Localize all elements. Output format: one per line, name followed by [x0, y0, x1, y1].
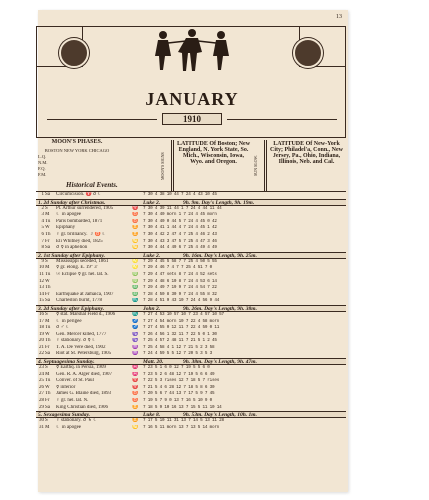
day-of-month: 24 — [39, 371, 44, 377]
day-of-week: Tu — [45, 378, 51, 384]
historical-event: Eli Whitney died, 1825 — [56, 238, 103, 244]
historical-event: ☿ stat. Marshal Field d., 1906 — [56, 311, 116, 317]
info-header — [36, 140, 346, 192]
day-of-month: 31 — [39, 424, 44, 430]
historical-event: Gen. R. A. Alger died, 1907 — [56, 371, 112, 377]
historical-event: Pt. Arthur surrendered, 1905 — [56, 205, 114, 211]
year-badge: 1910 — [162, 113, 222, 125]
moon-sign: ♊ — [132, 418, 139, 424]
sunday-name: 3. 2d Sunday after Epiphany. — [38, 305, 105, 311]
day-of-week: Sa — [45, 298, 50, 304]
sun-moon-times: 7 24 4 59 5 5 12 7 20 5 3 5 3 — [143, 351, 212, 357]
day-of-month: 23 — [39, 365, 44, 371]
sun-moon-times: 7 29 4 47 sets 8 7 24 4 52 sets — [143, 271, 217, 277]
moon-sign: ♋ — [132, 245, 139, 251]
day-row — [36, 345, 346, 352]
moon-sign: ♉ — [132, 218, 139, 224]
moon-sign: ♊ — [132, 231, 139, 237]
day-of-week: Tu — [45, 218, 51, 224]
day-of-month: 15 — [39, 298, 44, 304]
header-frame — [36, 26, 346, 138]
day-row — [36, 405, 346, 412]
latitude-boston-text: LATITUDE Of Boston; New England, N. York State, So. Mich., Wisconsin, Iowa, Wyo. and Oregon. — [176, 141, 251, 165]
sun-moon-times: 7 22 5 3 rises 12 7 18 5 7 rises — [143, 378, 220, 384]
day-of-week: Sa — [45, 245, 50, 251]
day-of-week: W — [45, 384, 50, 390]
sun-moon-times: 7 29 4 49 7 19 9 7 24 4 54 7 22 — [143, 285, 217, 291]
historical-event: ☿ inferior — [56, 384, 76, 390]
moon-sign: ♒ — [132, 344, 139, 350]
sunday-row — [36, 305, 346, 312]
moon-sign: ♈ — [132, 384, 139, 390]
sun-moon-times: 7 16 5 11 morn 13 7 13 5 14 morn — [143, 424, 220, 430]
historical-event: ☿ Earthq. in Persia, 1909 — [56, 365, 107, 371]
moon-sign: ♉ — [132, 398, 139, 404]
day-of-month: 28 — [39, 398, 44, 404]
day-row — [36, 372, 346, 379]
sun-moon-times: 7 30 4 43 3 47 5 7 25 4 47 3 46 — [143, 238, 217, 244]
day-of-week: Sa — [45, 351, 50, 357]
moon-signs-label: MOON'S SIGNS — [160, 140, 172, 192]
day-of-week: W — [45, 225, 50, 231]
latitude-boston — [173, 140, 253, 192]
gospel-ref: Matt. 20. — [143, 359, 164, 366]
day-row — [36, 272, 346, 279]
sun-moon-times: 7 28 4 51 9 43 10 7 24 4 56 9 44 — [143, 298, 220, 304]
day-row — [36, 192, 346, 199]
sun-moon-times: 7 25 4 58 4 1 12 7 21 5 2 3 58 — [143, 344, 215, 350]
day-of-week: W — [45, 331, 50, 337]
sun-moon-times: 7 18 5 9 10 16 13 7 15 5 11 10 14 — [143, 404, 222, 410]
day-of-week: Th — [45, 391, 51, 397]
sun-moon-times: 7 23 5 1 6 0 12 7 19 5 5 6 0 — [143, 365, 210, 371]
day-of-week: Th — [45, 285, 51, 291]
day-row — [36, 259, 346, 266]
day-row — [36, 285, 346, 292]
moon-sign: ♏ — [132, 298, 139, 304]
moon-sign: ♐ — [132, 318, 139, 324]
gospel-ref: Luke 2. — [143, 199, 161, 206]
sunday-row — [36, 358, 346, 365]
day-of-week: Fr — [45, 238, 50, 244]
sun-moon-times: 7 29 4 48 6 10 8 7 24 4 53 6 14 — [143, 278, 217, 284]
day-row — [36, 391, 346, 398]
month-title: JANUARY — [145, 89, 239, 109]
sunday-name: 5. Sexagesima Sunday. — [38, 412, 91, 418]
moon-sign: ♌ — [132, 265, 139, 271]
moon-sign: ♋ — [132, 238, 139, 244]
historical-event: James G. Blaine died, 1893 — [56, 391, 111, 397]
day-of-month: 11 — [39, 271, 44, 277]
historical-event: ☾ in apogee — [56, 212, 82, 218]
day-length: 9h. 53m. Day's Length, 10h. 1m. — [183, 412, 257, 419]
moon-sign: ♊ — [132, 225, 139, 231]
day-of-month: 7 — [41, 238, 44, 244]
day-of-week: S — [45, 311, 48, 317]
day-row — [36, 325, 346, 332]
sunday-name: 4. Septuagesima Sunday. — [38, 359, 95, 365]
sun-moon-times: 7 29 4 46 7 4 7 7 25 4 51 7 0 — [143, 265, 212, 271]
day-row — [36, 219, 346, 226]
moon-sign: ♍ — [132, 271, 139, 277]
sun-moon-times: 7 27 4 55 0 12 11 7 22 4 59 0 11 — [143, 325, 220, 331]
moon-sign: ♑ — [132, 338, 139, 344]
historical-event: Gen. Mercer killed, 1777 — [56, 331, 107, 337]
historical-event: ☾ in perigee — [56, 318, 82, 324]
day-of-week: S — [45, 418, 48, 424]
phase-lq: L.Q. — [38, 154, 47, 159]
moon-sign: ♈ — [132, 205, 139, 211]
sunday-name: 1. 2d Sunday after Christmas. — [38, 199, 106, 205]
day-row — [36, 225, 346, 232]
day-of-month: 5 — [41, 225, 44, 231]
day-row — [36, 351, 346, 358]
day-row — [36, 292, 346, 299]
sun-moon-times: 7 20 5 6 7 44 13 7 17 5 9 7 45 — [143, 391, 215, 397]
historical-events-label: Historical Events. — [66, 181, 118, 189]
gospel-ref: John 2. — [143, 305, 161, 312]
phase-nm: N.M. — [38, 160, 48, 165]
historical-event: Conver. of St. Paul — [56, 378, 94, 384]
day-of-week: Th — [45, 231, 51, 237]
sun-moon-times: 7 25 4 57 2 48 11 7 21 5 1 2 45 — [143, 338, 217, 344]
historical-event: ☾ in apogee — [56, 424, 82, 430]
day-of-month: 6 — [41, 231, 44, 237]
day-of-month: 20 — [39, 338, 44, 344]
moon-sign: ♋ — [132, 424, 139, 430]
day-of-month: 8 — [41, 245, 44, 251]
sun-moon-times: 7 30 4 42 2 47 4 7 25 4 46 2 43 — [143, 231, 217, 237]
sun-moon-times: 7 19 5 7 9 0 13 7 16 5 10 9 0 — [143, 398, 212, 404]
day-of-month: 1 — [41, 192, 44, 197]
moon-sign: ♉ — [132, 391, 139, 397]
day-row — [36, 425, 346, 432]
day-length: 9h. 9m. Day's Length, 9h. 19m. — [183, 199, 255, 206]
day-row — [36, 245, 346, 252]
day-of-month: 22 — [39, 351, 44, 357]
sunday-row — [36, 199, 346, 206]
day-row — [36, 378, 346, 385]
moon-sign: ♊ — [132, 404, 139, 410]
historical-event: ♀ stationary. ☌ ☿ ☾ — [56, 338, 97, 344]
day-row — [36, 232, 346, 239]
historical-event — [54, 279, 128, 286]
sun-moon-times: 7 30 4 40 morn 1 7 24 4 45 morn — [143, 212, 217, 218]
moon-sign: ♒ — [132, 351, 139, 357]
day-of-week: Fr — [45, 344, 50, 350]
historical-event: Circumcision. ♈ ☌ ☾ — [56, 192, 103, 197]
moon-sign: ♓ — [132, 371, 139, 377]
day-of-week: S — [45, 365, 48, 371]
day-of-week: M — [45, 318, 50, 324]
historical-event: Mississippi seceded, 1861 — [56, 258, 109, 264]
sunday-row — [36, 411, 346, 418]
latitude-newyork — [266, 140, 346, 192]
day-of-week: M — [45, 212, 50, 218]
moon-sign: ♉ — [132, 212, 139, 218]
moon-sign: ♍ — [132, 278, 139, 284]
day-of-week: Fr — [45, 291, 50, 297]
moon-sign: ♑ — [132, 331, 139, 337]
gospel-ref: Luke 8. — [143, 412, 161, 419]
historical-event: ☌ ☿ in aphelion — [56, 245, 88, 251]
day-of-month: 10 — [39, 265, 44, 271]
day-of-month: 4 — [41, 218, 44, 224]
day-of-week: Th — [45, 338, 51, 344]
day-of-week: M — [45, 424, 50, 430]
moon-sign: ♓ — [132, 365, 139, 371]
day-row — [36, 418, 346, 425]
sun-moon-times: 7 23 5 2 6 48 12 7 19 5 6 6 49 — [143, 371, 215, 377]
latitude-newyork-text: LATITUDE Of New-York City; Philadel'a, Conn., New Jersey, Pa., Ohio, Indiana, Illinois, Neb. and Cal. — [269, 141, 343, 165]
ornament-line — [227, 119, 337, 120]
day-row — [36, 398, 346, 405]
historical-event: Earthquake at Jamaica, 1907 — [56, 291, 114, 297]
day-row — [36, 212, 346, 219]
moon-phases-title: MOON'S PHASES. — [51, 139, 103, 145]
day-row — [36, 298, 346, 305]
day-row — [36, 338, 346, 345]
day-row — [36, 365, 346, 372]
day-row — [36, 319, 346, 326]
medallion-right — [293, 38, 323, 68]
historical-event — [54, 285, 128, 292]
day-of-week: Tu — [45, 271, 51, 277]
city-labels: BOSTON NEW YORK CHICAGO — [44, 148, 110, 153]
calendar-table — [36, 191, 346, 431]
sun-moon-times: 7 30 4 39 11 44 1 7 24 4 44 11 44 — [143, 205, 222, 211]
historical-event: Riot at St. Petersburg, 1905 — [56, 351, 112, 357]
ornament-line — [47, 119, 157, 120]
day-of-week: S — [45, 205, 48, 211]
sunday-row — [36, 252, 346, 259]
day-of-month: 13 — [39, 285, 44, 291]
day-row — [36, 265, 346, 272]
phase-fm: F.M. — [38, 172, 47, 177]
day-of-month: 9 — [41, 258, 44, 264]
day-row — [36, 279, 346, 286]
dancers-illustration — [145, 27, 239, 73]
historical-event: Charleston burnt, 1778 — [56, 298, 102, 304]
historical-event: ☿ gr. elong. E. 19° 3' — [56, 265, 98, 271]
moon-sign: ♎ — [132, 285, 139, 291]
sun-moon-times: 7 30 4 44 4 49 6 7 25 4 49 4 49 — [143, 245, 217, 251]
page-number: 13 — [336, 14, 342, 20]
historical-event: ♀ gr. hel. lat. N. — [56, 398, 89, 404]
day-length: 9h. 38m. Day's Length, 9h. 47m. — [183, 359, 257, 366]
sun-moon-times: 7 27 4 53 10 57 10 7 23 4 57 10 57 — [143, 311, 224, 317]
historical-event: ☌ ♂ ☾ — [56, 325, 71, 331]
historical-event: T. A. De Vere died, 1902 — [56, 344, 106, 350]
day-length: 9h. 26m. Day's Length, 9h. 38m. — [183, 305, 257, 312]
historical-event: King Christian died, 1906 — [56, 404, 108, 410]
day-of-month: 27 — [39, 391, 44, 397]
moon-sign: ♐ — [132, 325, 139, 331]
sun-moon-times: 7 28 4 50 8 30 9 7 24 4 55 8 32 — [143, 291, 217, 297]
sun-moon-times: 7 30 4 38 10 44 7 24 4 43 10 45 — [143, 192, 217, 197]
moon-sign: ♏ — [132, 311, 139, 317]
day-of-month: 16 — [39, 311, 44, 317]
historical-event: ♀ gr. brilliancy. ☽ ♉ ☾ — [56, 231, 107, 237]
day-of-month: 2 — [41, 205, 44, 211]
sun-moon-times: 7 21 5 4 6 28 12 7 18 5 8 6 30 — [143, 384, 215, 390]
day-of-month: 19 — [39, 331, 44, 337]
sun-moon-times: 7 30 4 41 1 44 4 7 24 4 45 1 42 — [143, 225, 217, 231]
day-of-week: Sa — [45, 192, 50, 197]
gospel-ref: Luke 2. — [143, 252, 161, 259]
day-of-month: 18 — [39, 325, 44, 331]
sun-moon-times: 7 17 5 10 11 31 13 7 14 5 13 11 28 — [143, 418, 224, 424]
moon-sign: ♈ — [132, 378, 139, 384]
day-of-month: 30 — [39, 418, 44, 424]
day-of-week: Tu — [45, 325, 51, 331]
day-row — [36, 239, 346, 246]
day-row — [36, 206, 346, 213]
historical-event: Paris bombarded, 1871 — [56, 218, 103, 224]
day-of-month: 14 — [39, 291, 44, 297]
historical-event: Epiphany — [56, 225, 76, 231]
day-row — [36, 385, 346, 392]
moon-sign — [128, 192, 143, 199]
sun-moon-times: 7 27 4 54 morn 10 7 22 4 58 morn — [143, 318, 220, 324]
day-of-month: 3 — [41, 212, 44, 218]
day-of-week: Fr — [45, 398, 50, 404]
day-of-week: Sa — [45, 404, 50, 410]
day-of-week: W — [45, 278, 50, 284]
day-of-month: 21 — [39, 344, 44, 350]
day-of-week: S — [45, 258, 48, 264]
day-of-month: 29 — [39, 404, 44, 410]
day-of-month: 17 — [39, 318, 44, 324]
day-of-month: 26 — [39, 384, 44, 390]
moon-sign: ♎ — [132, 291, 139, 297]
day-of-week: M — [45, 371, 50, 377]
moon-sign: ♌ — [132, 258, 139, 264]
sun-moon-times: 7 26 4 56 1 32 11 7 22 5 0 1 30 — [143, 331, 217, 337]
sun-moon-times: 7 29 4 45 5 58 7 7 25 4 50 5 55 — [143, 258, 217, 264]
historical-event: ☉ Eclipse ☿ gr. hel. lat. S. — [56, 271, 109, 277]
phase-fq: F.Q. — [38, 166, 46, 171]
day-length: 9h. 16m. Day's Length, 9h. 25m. — [183, 252, 257, 259]
day-of-month: 12 — [39, 278, 44, 284]
day-row — [36, 332, 346, 339]
day-of-month: 25 — [39, 378, 44, 384]
sun-slow-label: SUN SLOW. — [253, 140, 265, 192]
sunday-name: 2. 1st Sunday after Epiphany. — [38, 252, 106, 258]
historical-event: ♀ stationary. ☌ ♄ ☾ — [56, 418, 98, 424]
day-row — [36, 312, 346, 319]
day-of-week: M — [45, 265, 50, 271]
sun-moon-times: 7 30 4 40 0 44 5 7 24 4 45 0 42 — [143, 218, 217, 224]
medallion-left — [59, 38, 89, 68]
